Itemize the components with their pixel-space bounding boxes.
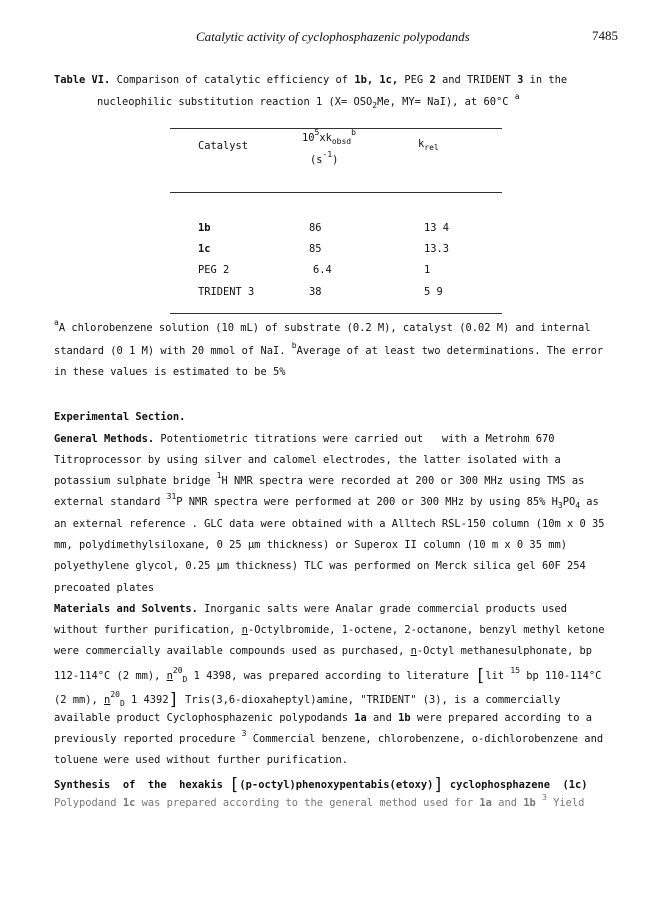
materials-line-7: previously reported procedure $^3$ Commercial benzene, chlorobenzene, o-dichlorobenzene and bbox=[54, 729, 604, 745]
materials-line-2: without further purification, n-Octylbromide, 1-octene, 2-octanone, benzyl methyl ketone bbox=[54, 624, 605, 636]
table-row-2-catalyst: 1c bbox=[198, 243, 211, 255]
table-row-1-catalyst: 1b bbox=[198, 222, 211, 234]
materials-line-8: toluene were used without further purification. bbox=[54, 754, 349, 766]
running-head: Catalytic activity of cyclophosphazenic polypodands bbox=[196, 29, 470, 44]
table-row-4-krel: 5 9 bbox=[424, 286, 443, 298]
table-row-1-kobsd: 86 bbox=[309, 222, 322, 234]
general-methods-line-5: an external reference . GLC data were obtained with a Alltech RSL-150 column (10m x 0 35 bbox=[54, 518, 605, 530]
footnote-line-1: $^a$A chlorobenzene solution (10 mL) of substrate (0.2 M), catalyst (0.02 M) and internal bbox=[54, 318, 591, 334]
materials-line-1: Materials and Solvents. Inorganic salts were Analar grade commercial products used bbox=[54, 603, 567, 615]
table-top-rule bbox=[170, 128, 502, 129]
general-methods-line-3: potassium sulphate bridge $^1$H NMR spectra were recorded at 200 or 300 MHz using TMS as bbox=[54, 471, 585, 487]
table-row-3-kobsd: 6.4 bbox=[313, 264, 332, 276]
table-caption: Table VI. Comparison of catalytic efficiency of 1b, 1c, PEG 2 and TRIDENT 3 in the bbox=[54, 74, 568, 86]
table-label: Table VI. bbox=[54, 74, 111, 86]
synthesis-heading: Synthesis of the hexakis [(p-octyl)phenoxypentabis(etoxy)] cyclophosphazene (1c) bbox=[54, 775, 588, 795]
table-row-3-krel: 1 bbox=[424, 264, 431, 276]
table-bottom-rule bbox=[170, 313, 502, 314]
table-header-rule bbox=[170, 192, 502, 193]
table-row-4-catalyst: TRIDENT 3 bbox=[198, 286, 255, 298]
materials-line-6: available product Cyclophosphazenic polypodands 1a and 1b were prepared according to a bbox=[54, 712, 593, 724]
section-heading: Experimental Section. bbox=[54, 411, 186, 423]
table-row-2-kobsd: 85 bbox=[309, 243, 322, 255]
col-header-catalyst: Catalyst bbox=[198, 140, 249, 152]
col-header-kobsd: $10^5xk_{obsd}^b$ bbox=[302, 128, 356, 146]
general-methods-line-1: General Methods. Potentiometric titrations were carried out with a Metrohm 670 bbox=[54, 433, 555, 445]
table-row-3-catalyst: PEG 2 bbox=[198, 264, 230, 276]
materials-line-4: 112-114°C (2 mm), $n^{20}_D$ 1 4398, was prepared according to literature [lit $^{15}$ bp 110-114°C bbox=[54, 666, 602, 686]
col-header-krel: $k_{rel}$ bbox=[418, 138, 439, 152]
materials-line-5: (2 mm), $n^{20}_D$ 1 4392] Tris(3,6-dioxaheptyl)amine, "TRIDENT" (3), is a commercially bbox=[54, 690, 561, 710]
table-row-1-krel: 13 4 bbox=[424, 222, 450, 234]
general-methods-line-4: external standard $^{31}$P NMR spectra were performed at 200 or 300 MHz by using 85% $H_3PO_4$ as bbox=[54, 492, 599, 510]
general-methods-line-8: precoated plates bbox=[54, 582, 155, 594]
synthesis-line-1: Polypodand 1c was prepared according to the general method used for 1a and 1b $^3$ Yield bbox=[54, 793, 585, 809]
general-methods-line-6: mm, polydimethylsiloxane, 0 25 μm thickness) or Superox II column (10 m x 0 35 mm) bbox=[54, 539, 567, 551]
table-row-4-kobsd: 38 bbox=[309, 286, 322, 298]
table-row-2-krel: 13.3 bbox=[424, 243, 450, 255]
table-caption-cont: nucleophilic substitution reaction 1 ($X= OSO_2Me$, MY= NaI), at 60°C $^a$ bbox=[97, 92, 520, 110]
footnote-line-3: in these values is estimated to be 5% bbox=[54, 366, 286, 378]
general-methods-line-7: polyethylene glycol, 0.25 μm thickness) TLC was performed on Merck silica gel 60F 254 bbox=[54, 560, 586, 572]
general-methods-line-2: Titroprocessor by using silver and calomel electrodes, the latter isolated with a bbox=[54, 454, 561, 466]
materials-line-3: were commercially available compounds used as purchased, n-Octyl methanesulphonate, bp bbox=[54, 645, 593, 657]
footnote-line-2: standard (0 1 M) with 20 mmol of NaI. $^b$Average of at least two determinations. The error bbox=[54, 341, 604, 357]
col-header-kobsd-unit: $(s^{-1})$ bbox=[310, 150, 339, 166]
page-number: 7485 bbox=[592, 28, 618, 43]
